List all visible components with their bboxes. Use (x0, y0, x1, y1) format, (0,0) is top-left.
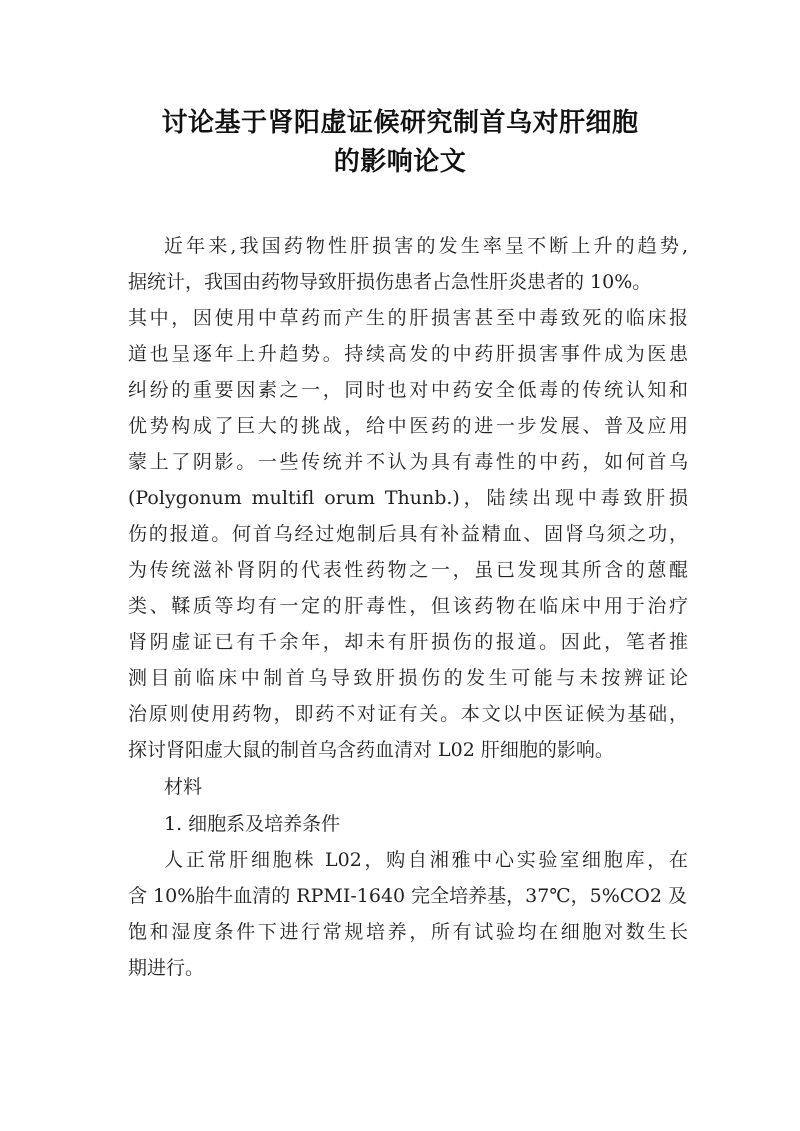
paragraph-1-line: 近年来,我国药物性肝损害的发生率呈不断上升的趋势, (164, 235, 688, 257)
paragraph-1-line: 其中，因使用中草药而产生的肝损害甚至中毒致死的临床报 (128, 307, 688, 329)
paragraph-2-line: 饱和湿度条件下进行常规培养，所有试验均在细胞对数生长 (128, 921, 688, 943)
paragraph-1-line: 类、鞣质等均有一定的肝毒性，但该药物在临床中用于治疗 (128, 595, 688, 617)
paragraph-1-line: 探讨肾阳虚大鼠的制首乌含药血清对 L02 肝细胞的影响。 (128, 739, 614, 761)
paragraph-1-line: 优势构成了巨大的挑战，给中医药的进一步发展、普及应用 (128, 415, 688, 437)
paragraph-1-line: 肾阴虚证已有千余年，却未有肝损伤的报道。因此，笔者推 (128, 631, 688, 653)
paragraph-1-line: 道也呈逐年上升趋势。持续高发的中药肝损害事件成为医患 (128, 343, 688, 365)
paragraph-1-line: 测目前临床中制首乌导致肝损伤的发生可能与未按辨证论 (128, 667, 688, 689)
document-title-line-1: 讨论基于肾阳虚证候研究制首乌对肝细胞 (161, 108, 639, 138)
paragraph-2-line: 人正常肝细胞株 L02，购自湘雅中心实验室细胞库，在 (164, 849, 688, 871)
document-title-line-2: 的影响论文 (333, 147, 467, 177)
paragraph-2-line: 期进行。 (128, 957, 205, 979)
paragraph-2-line: 含 10%胎牛血清的 RPMI-1640 完全培养基，37℃，5%CO2 及 (128, 885, 687, 907)
subsection-heading-cells: 1. 细胞系及培养条件 (164, 813, 341, 835)
paragraph-1-line: (Polygonum multifl orum Thunb.)，陆续出现中毒致肝损 (128, 487, 688, 509)
paragraph-1-line: 为传统滋补肾阴的代表性药物之一，虽已发现其所含的蒽醌 (128, 559, 688, 581)
paragraph-1-line: 纠纷的重要因素之一，同时也对中药安全低毒的传统认知和 (128, 379, 688, 401)
paragraph-1-line: 据统计，我国由药物导致肝损伤患者占急性肝炎患者的 10%。 (128, 271, 652, 293)
paragraph-1-line: 治原则使用药物，即药不对证有关。本文以中医证候为基础， (128, 703, 688, 725)
paragraph-1-line: 伤的报道。何首乌经过炮制后具有补益精血、固肾乌须之功， (128, 523, 688, 545)
section-heading-materials: 材料 (164, 776, 203, 798)
paragraph-1-line: 蒙上了阴影。一些传统并不认为具有毒性的中药，如何首乌 (128, 451, 688, 473)
